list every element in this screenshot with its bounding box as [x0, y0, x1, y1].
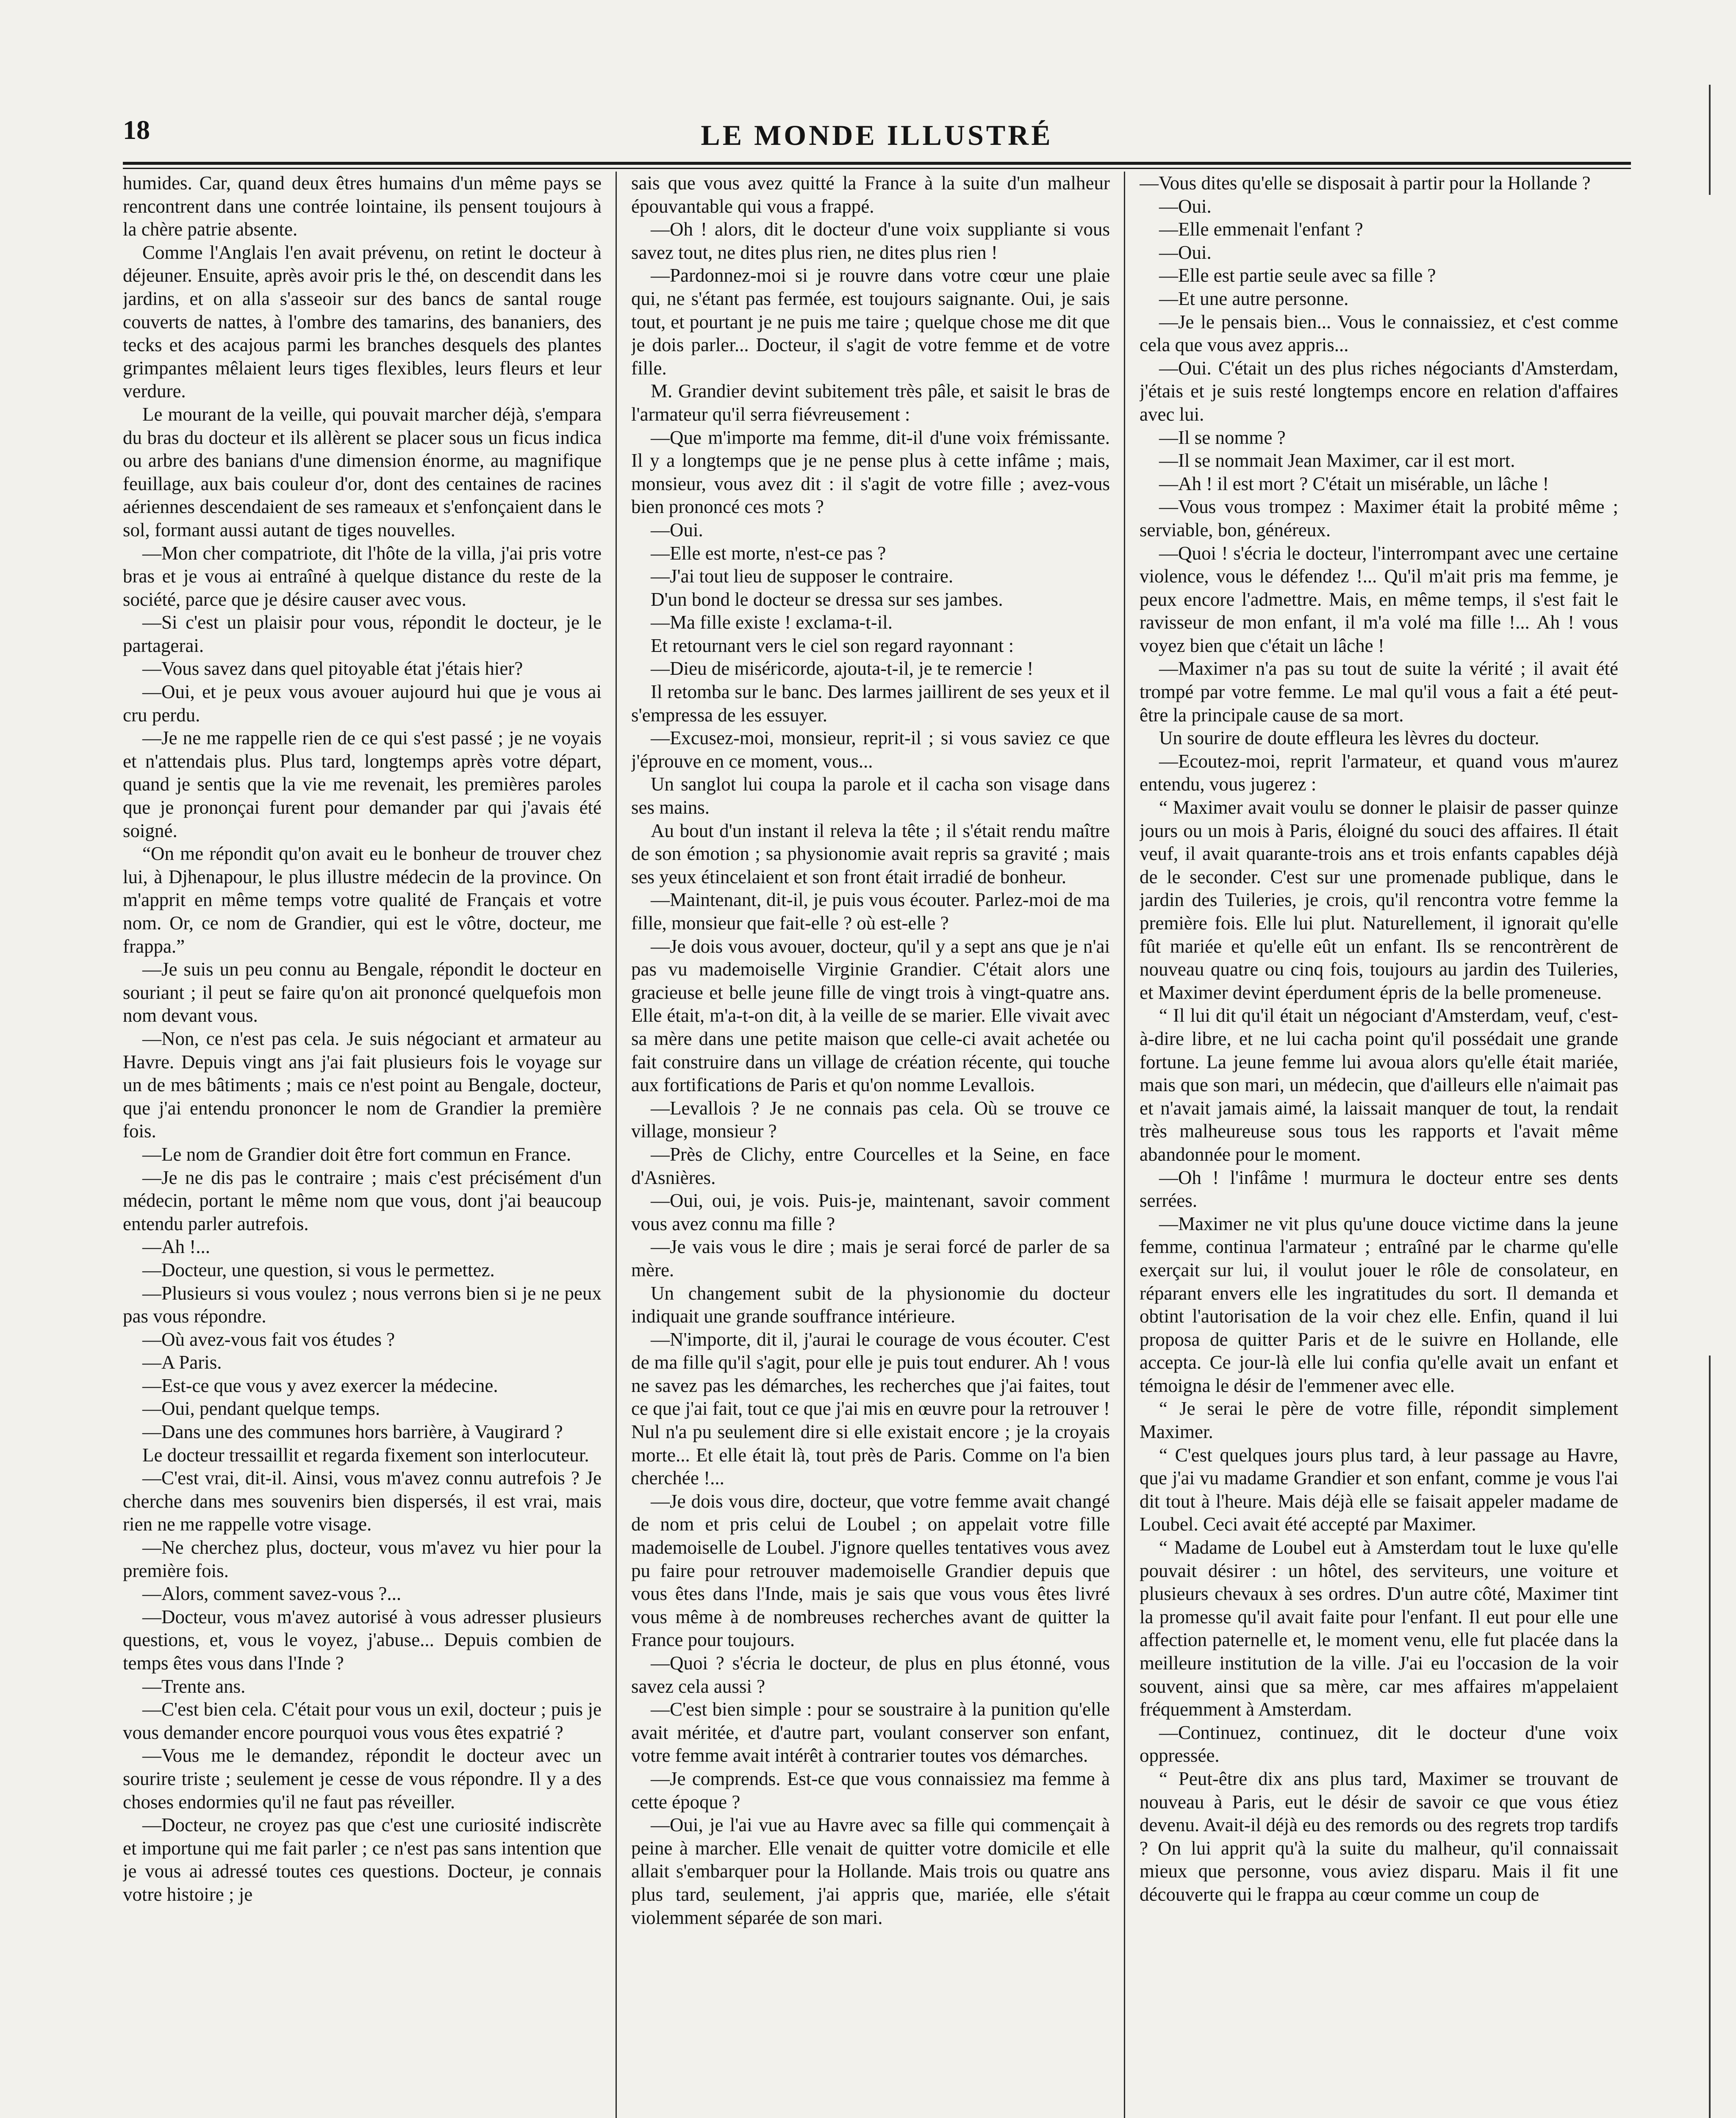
article-paragraph: —Que m'importe ma femme, dit-il d'une voix frémissante. Il y a longtemps que je ne pense plus à cette infâme ; mais, monsieur, vous avez dit : il s'agit de votre fille ; avez-vous bien prononcé ces mots ?: [631, 427, 1110, 518]
article-paragraph: —Dieu de miséricorde, ajouta-t-il, je te remercie !: [651, 658, 1034, 679]
article-paragraph: —Il se nommait Jean Maximer, car il est mort.: [1159, 450, 1515, 471]
article-paragraph: —Ne cherchez plus, docteur, vous m'avez vu hier pour la première fois.: [123, 1537, 602, 1581]
article-paragraph: Comme l'Anglais l'en avait prévenu, on retint le docteur à déjeuner. Ensuite, après avoir pris le thé, on descendit dans les jardins, et on alla s'asseoir sur des bancs de santal rouge couverts de nattes, à l'ombre des tamarins, des bananiers, des tecks et des acajous parmi les branches desquels des plantes grimpantes mêlaient leurs tiges flexibles, leurs fleurs et leur verdure.: [123, 241, 602, 402]
article-paragraph: —Et une autre personne.: [1159, 288, 1349, 309]
article-paragraph: —Pardonnez-moi si je rouvre dans votre cœur une plaie qui, ne s'étant pas fermée, est toujours saignante. Oui, je sais tout, et pourtant je ne puis me taire ; quelque chose me dit que je dois parler... Docteur, il s'agit de votre femme et de votre fille.: [631, 265, 1110, 379]
journal-title: LE MONDE ILLUSTRÉ: [701, 119, 1053, 151]
article-paragraph: Un sourire de doute effleura les lèvres du docteur.: [1159, 727, 1539, 749]
article-paragraph: “ Madame de Loubel eut à Amsterdam tout le luxe qu'elle pouvait désirer : un hôtel, des serviteurs, une voiture et plusieurs chevaux à ses ordres. D'un autre côté, Maximer tint la promesse qu'il avait faite pour l'enfant. Il eut pour elle une affection paternelle et, le moment venu, elle fut placée dans la meilleure institution de la ville. J'ai eu l'occasion de la voir souvent, ainsi que sa mère, car mes affaires m'appelaient fréquemment à Amsterdam.: [1140, 1537, 1618, 1720]
article-paragraph: —Oui.: [651, 519, 703, 541]
article-paragraph: —J'ai tout lieu de supposer le contraire.: [651, 566, 954, 587]
article-paragraph: —Je suis un peu connu au Bengale, répondit le docteur en souriant ; il peut se faire qu'on ait prononcé quelquefois mon nom devant vous.: [123, 959, 602, 1026]
article-paragraph: sais que vous avez quitté la France à la suite d'un malheur épouvantable qui vous a frappé.: [631, 172, 1110, 217]
text-columns: [123, 172, 1631, 2118]
article-paragraph: Il retomba sur le banc. Des larmes jaillirent de ses yeux et il s'empressa de les essuyer.: [631, 681, 1110, 726]
article-paragraph: —Je ne me rappelle rien de ce qui s'est passé ; je ne voyais et n'attendais plus. Plus tard, longtemps après votre départ, quand je sentis que la vie me revenait, les premières paroles que je prononçai furent pour demander par qui j'avais été soigné.: [123, 727, 602, 841]
column-1: [123, 172, 602, 2118]
article-paragraph: Le docteur tressaillit et regarda fixement son interlocuteur.: [142, 1444, 589, 1466]
article-paragraph: —Oui, et je peux vous avouer aujourd hui que je vous ai cru perdu.: [123, 681, 602, 726]
article-paragraph: —Où avez-vous fait vos études ?: [142, 1328, 395, 1350]
article-paragraph: —Je vais vous le dire ; mais je serai forcé de parler de sa mère.: [631, 1236, 1110, 1281]
column-2: [631, 172, 1110, 2118]
header-rule-thin: [123, 168, 1631, 169]
article-paragraph: “ Maximer avait voulu se donner le plaisir de passer quinze jours ou un mois à Paris, éloigné du souci des affaires. Il était veuf, il avait quarante-trois ans et trois enfants capables déjà de le seconder. C'est sur une promenade publique, dans le jardin des Tuileries, je crois, qu'il rencontra votre femme la première fois. Elle lui plut. Naturellement, il ignorait qu'elle fût mariée et qu'elle eût un enfant. Ils se rencontrèrent de nouveau quatre ou cinq fois, toujours au jardin des Tuileries, et Maximer devint éperdument épris de la belle promeneuse.: [1140, 797, 1618, 1003]
article-paragraph: —Docteur, une question, si vous le permettez.: [142, 1259, 495, 1281]
article-paragraph: —Ah !...: [142, 1236, 210, 1258]
article-paragraph: —Je comprends. Est-ce que vous connaissiez ma femme à cette époque ?: [631, 1768, 1110, 1813]
article-paragraph: humides. Car, quand deux êtres humains d'un même pays se rencontrent dans une contrée lointaine, ils pensent toujours à la chère patrie absente.: [123, 172, 602, 240]
article-paragraph: “ Peut-être dix ans plus tard, Maximer se trouvant de nouveau à Paris, eut le désir de savoir ce que vous étiez devenu. Avait-il déjà eu des remords ou des regrets trop tardifs ? On lui apprit qu'à la suite du malheur, qu'il connaissait mieux que personne, vous aviez disparu. Mais il fit une découverte qui le frappa au cœur comme un coup de: [1140, 1768, 1618, 1905]
article-paragraph: —Ecoutez-moi, reprit l'armateur, et quand vous m'aurez entendu, vous jugerez :: [1140, 750, 1618, 795]
article-paragraph: —Docteur, vous m'avez autorisé à vous adresser plusieurs questions, et, vous le voyez, j'abuse... Depuis combien de temps êtes vous dans l'Inde ?: [123, 1606, 602, 1674]
article-paragraph: —Oui. C'était un des plus riches négociants d'Amsterdam, j'étais et je suis resté longtemps encore en relation d'affaires avec lui.: [1140, 357, 1618, 425]
article-paragraph: —Mon cher compatriote, dit l'hôte de la villa, j'ai pris votre bras et je vous ai entraîné à quelque distance du reste de la société, parce que je désire causer avec vous.: [123, 542, 602, 610]
article-paragraph: —Si c'est un plaisir pour vous, répondit le docteur, je le partagerai.: [123, 612, 602, 656]
article-paragraph: —Le nom de Grandier doit être fort commun en France.: [142, 1143, 571, 1165]
article-paragraph: —Quoi ? s'écria le docteur, de plus en plus étonné, vous savez cela aussi ?: [631, 1652, 1110, 1697]
page-header: [123, 106, 1631, 165]
article-paragraph: —A Paris.: [142, 1352, 222, 1373]
binding-edge-mark: [1709, 1356, 1711, 2118]
article-paragraph: —Maintenant, dit-il, je puis vous écouter. Parlez-moi de ma fille, monsieur que fait-elle ? où est-elle ?: [631, 889, 1110, 934]
article-paragraph: —Dans une des communes hors barrière, à Vaugirard ?: [142, 1421, 563, 1443]
article-paragraph: —Maximer ne vit plus qu'une douce victime dans la jeune femme, continua l'armateur ; entraîné par le charme qu'elle exerçait sur lui, il voulut jouer le rôle de consolateur, en réparant envers elle les ingratitudes du sort. Il demanda et obtint l'autorisation de la voir chez elle. Enfin, quand il lui proposa de quitter Paris et de le suivre en Hollande, elle accepta. Ce jour-là elle lui confia qu'elle avait un enfant et témoigna le désir de l'emmener avec elle.: [1140, 1213, 1618, 1396]
article-paragraph: —Oh ! l'infâme ! murmura le docteur entre ses dents serrées.: [1140, 1167, 1618, 1211]
article-paragraph: —Vous vous trompez : Maximer était la probité même ; serviable, bon, généreux.: [1140, 496, 1618, 541]
article-paragraph: —Plusieurs si vous voulez ; nous verrons bien si je ne peux pas vous répondre.: [123, 1282, 602, 1327]
article-paragraph: —Ma fille existe ! exclama-t-il.: [651, 612, 893, 633]
article-paragraph: —Elle est partie seule avec sa fille ?: [1159, 265, 1436, 286]
article-paragraph: —Docteur, ne croyez pas que c'est une curiosité indiscrète et importune qui me fait parler ; ce n'est pas sans intention que je vous ai adressé toutes ces questions. Docteur, je connais votre histoire ; je: [123, 1814, 602, 1905]
article-paragraph: Un changement subit de la physionomie du docteur indiquait une grande souffrance intérieure.: [631, 1282, 1110, 1327]
article-paragraph: —Est-ce que vous y avez exercer la médecine.: [142, 1375, 498, 1396]
article-paragraph: —Levallois ? Je ne connais pas cela. Où se trouve ce village, monsieur ?: [631, 1097, 1110, 1142]
article-paragraph: —Près de Clichy, entre Courcelles et la Seine, en face d'Asnières.: [631, 1143, 1110, 1188]
article-paragraph: Et retournant vers le ciel son regard rayonnant :: [651, 635, 1014, 656]
column-separator: [1124, 172, 1125, 2118]
article-paragraph: —Oui.: [1159, 241, 1212, 263]
article-paragraph: —Oui, pendant quelque temps.: [142, 1398, 380, 1419]
article-paragraph: —Elle emmenait l'enfant ?: [1159, 219, 1363, 240]
article-paragraph: —C'est vrai, dit-il. Ainsi, vous m'avez connu autrefois ? Je cherche dans mes souvenirs bien dispersés, il est vrai, mais rien ne me rappelle votre visage.: [123, 1467, 602, 1535]
article-paragraph: —Je le pensais bien... Vous le connaissiez, et c'est comme cela que vous avez appris...: [1140, 311, 1618, 356]
binding-edge-mark: [1709, 85, 1711, 195]
article-paragraph: —C'est bien simple : pour se soustraire à la punition qu'elle avait méritée, et d'autre part, voulant conserver son enfant, votre femme avait intérêt à contrarier toutes vos démarches.: [631, 1699, 1110, 1766]
article-paragraph: —Je dois vous avouer, docteur, qu'il y a sept ans que je n'ai pas vu mademoiselle Virginie Grandier. C'était alors une gracieuse et belle jeune fille de vingt trois à vingt-quatre ans. Elle était, m'a-t-on dit, à la veille de se marier. Elle vivait avec sa mère dans une petite maison que celle-ci avait achetée ou fait construire dans un village de création récente, qui touche aux fortifications de Paris et qu'on nomme Levallois.: [631, 935, 1110, 1096]
article-paragraph: D'un bond le docteur se dressa sur ses jambes.: [651, 588, 1003, 610]
header-rule-thick: [123, 162, 1631, 165]
article-paragraph: M. Grandier devint subitement très pâle, et saisit le bras de l'armateur qu'il serra fiévreusement :: [631, 380, 1110, 425]
article-paragraph: —Maximer n'a pas su tout de suite la vérité ; il avait été trompé par votre femme. Le mal qu'il vous a fait a été peut-être la principale cause de sa mort.: [1140, 658, 1618, 726]
article-paragraph: —Elle est morte, n'est-ce pas ?: [651, 542, 886, 564]
article-paragraph: —Oui.: [1159, 195, 1212, 217]
article-paragraph: —Vous savez dans quel pitoyable état j'étais hier?: [142, 658, 523, 679]
article-paragraph: —Quoi ! s'écria le docteur, l'interrompant avec une certaine violence, vous le défendez !... Qu'il m'ait pris ma femme, je peux encore l'admettre. Mais, en même temps, il s'est fait le ravisseur de mon enfant, il m'a volé ma fille !... Ah ! vous voyez bien que c'était un lâche !: [1140, 542, 1618, 656]
article-paragraph: —Vous dites qu'elle se disposait à partir pour la Hollande ?: [1140, 172, 1591, 194]
article-paragraph: —Vous me le demandez, répondit le docteur avec un sourire triste ; seulement je cesse de vous répondre. Il y a des choses endormies qu'il ne faut pas réveiller.: [123, 1745, 602, 1813]
article-paragraph: —Je ne dis pas le contraire ; mais c'est précisément d'un médecin, portant le même nom que vous, dont j'ai beaucoup entendu parler autrefois.: [123, 1167, 602, 1234]
column-separator: [616, 172, 617, 2118]
article-paragraph: —Je dois vous dire, docteur, que votre femme avait changé de nom et pris celui de Loubel ; on appelait votre fille mademoiselle de Loubel. J'ignore quelles tentatives vous avez pu faire pour retrouver mademoiselle Grandier depuis que vous êtes dans l'Inde, mais je sais que vous vous êtes livré vous même à de nombreuses recherches avant de quitter la France pour toujours.: [631, 1490, 1110, 1651]
article-paragraph: —N'importe, dit il, j'aurai le courage de vous écouter. C'est de ma fille qu'il s'agit, pour elle je puis tout endurer. Ah ! vous ne savez pas les démarches, les recherches que j'ai faites, tout ce que j'ai fait, tout ce que j'ai mis en œuvre pour la retrouver ! Nul n'a pu seulement dire si elle existait encore ; je la croyais morte... Et elle était là, tout près de Paris. Comme on l'a bien cherchée !...: [631, 1328, 1110, 1489]
article-paragraph: —Oui, oui, je vois. Puis-je, maintenant, savoir comment vous avez connu ma fille ?: [631, 1190, 1110, 1234]
article-paragraph: —Non, ce n'est pas cela. Je suis négociant et armateur au Havre. Depuis vingt ans j'ai fait plusieurs fois le voyage sur un de mes bâtiments ; mais ce n'est point au Bengale, docteur, que j'ai entendu prononcer le nom de Grandier la première fois.: [123, 1028, 602, 1142]
article-paragraph: Le mourant de la veille, qui pouvait marcher déjà, s'empara du bras du docteur et ils allèrent se placer sous un ficus indica ou arbre des banians d'une dimension énorme, au magnifique feuillage, aux bais couleur d'or, dont des centaines de racines aériennes descendaient de ses rameaux et s'enfonçaient dans le sol, formant aussi autant de tiges nouvelles.: [123, 403, 602, 541]
article-paragraph: “ C'est quelques jours plus tard, à leur passage au Havre, que j'ai vu madame Grandier et son enfant, comme je vous l'ai dit tout à l'heure. Mais déjà elle se faisait appeler madame de Loubel. Ceci avait été accepté par Maximer.: [1140, 1444, 1618, 1535]
article-paragraph: —Il se nomme ?: [1159, 427, 1286, 448]
article-paragraph: “On me répondit qu'on avait eu le bonheur de trouver chez lui, à Djhenapour, le plus illustre médecin de la province. On m'apprit en même temps votre qualité de Français et votre nom. Or, ce nom de Grandier, qui est le vôtre, docteur, me frappa.”: [123, 843, 602, 957]
article-paragraph: “ Je serai le père de votre fille, répondit simplement Maximer.: [1140, 1398, 1618, 1443]
article-paragraph: —Alors, comment savez-vous ?...: [142, 1583, 402, 1605]
article-paragraph: —Trente ans.: [142, 1675, 246, 1697]
article-paragraph: —Oui, je l'ai vue au Havre avec sa fille qui commençait à peine à marcher. Elle venait de quitter votre domicile et elle allait s'embarquer pour la Hollande. Mais trois ou quatre ans plus tard, seulement, j'ai appris que, mariée, elle s'était violemment séparée de son mari.: [631, 1814, 1110, 1928]
article-paragraph: —Continuez, continuez, dit le docteur d'une voix oppressée.: [1140, 1722, 1618, 1766]
article-paragraph: Au bout d'un instant il releva la tête ; il s'était rendu maître de son émotion ; sa physionomie avait repris sa gravité ; mais ses yeux étincelaient et son front était irradié de bonheur.: [631, 820, 1110, 887]
article-paragraph: Un sanglot lui coupa la parole et il cacha son visage dans ses mains.: [631, 773, 1110, 818]
page-number: 18: [123, 115, 150, 145]
article-paragraph: —Excusez-moi, monsieur, reprit-il ; si vous saviez ce que j'éprouve en ce moment, vous...: [631, 727, 1110, 772]
article-paragraph: —Oh ! alors, dit le docteur d'une voix suppliante si vous savez tout, ne dites plus rien, ne dites plus rien !: [631, 219, 1110, 263]
article-paragraph: “ Il lui dit qu'il était un négociant d'Amsterdam, veuf, c'est-à-dire libre, et ne lui cacha point qu'il possédait une grande fortune. La jeune femme lui avoua alors qu'elle était mariée, mais que son mari, un médecin, que d'ailleurs elle n'aimait pas et n'avait jamais aimé, la laissait manquer de tout, la rendait très malheureuse sous tous les rapports et l'avait même abandonnée pour le moment.: [1140, 1005, 1618, 1165]
article-paragraph: —Ah ! il est mort ? C'était un misérable, un lâche !: [1159, 473, 1549, 494]
column-3: [1140, 172, 1618, 2118]
article-paragraph: —C'est bien cela. C'était pour vous un exil, docteur ; puis je vous demander encore pourquoi vous vous êtes expatrié ?: [123, 1699, 602, 1743]
